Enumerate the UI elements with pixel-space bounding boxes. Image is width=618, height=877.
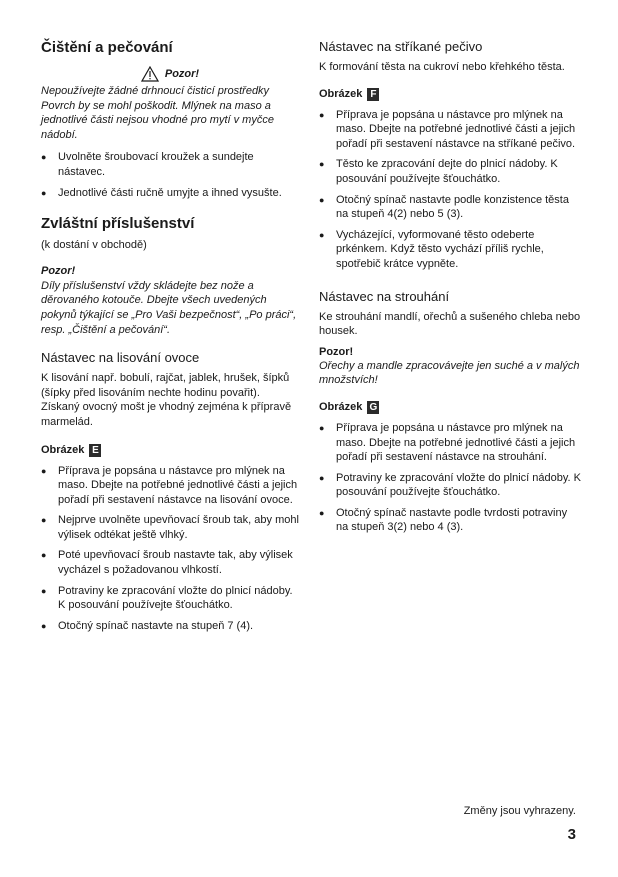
list-item: ● Příprava je popsána u nástavce pro mlýnek na maso. Dbejte na potřebné jednotlivé části a jejich pořadí při sestavení nástavce na strouhání. [319,421,581,465]
list-item: ● Nejprve uvolněte upevňovací šroub tak, aby mohl výlisek odtékat ještě vlhký. [41,513,299,542]
page-number: 3 [567,826,576,843]
left-column [41,38,299,645]
list-item: ● Jednotlivé části ručně umyjte a ihned vysušte. [41,186,299,201]
list-item: ● Poté upevňovací šroub nastavte tak, aby výlisek vycházel s požadovanou vlhkostí. [41,548,299,577]
list-item: ● Potraviny ke zpracování vložte do plnicí nádoby. K posouvání používejte šťouchátko. [41,584,299,613]
footer-note: Změny jsou vyhrazeny. [463,805,576,817]
list-item: ● Otočný spínač nastavte na stupeň 7 (4). [41,619,299,634]
warning-heading: Pozor! [41,264,76,277]
fruit-press-steps [41,464,299,634]
warning-text: Díly příslušenství vždy skládejte bez nože a děrovaného kotouče. Dbejte všech uvedených pokynů týkající se „Pro Vaši bezpečnost“, „Po práci“, resp. „Čištění a pečování“. [41,279,297,336]
figure-letter-badge: E [89,444,101,457]
fruit-press-description: K lisování např. bobulí, rajčat, jablek, hrušek, šípků (šípky před lisováním nechte hodinu povařit). Získaný ovocný mošt je vhodný zejména k přípravě marmelád. [41,372,292,428]
figure-letter-badge: F [367,88,379,101]
section-title-grater: Nástavec na strouhání [319,288,450,304]
warning-text: Ořechy a mandle zpracovávejte jen suché a v malých množstvích! [319,359,580,387]
list-item: ● Otočný spínač nastavte podle tvrdosti potraviny na stupeň 3(2) nebo 4 (3). [319,506,581,535]
figure-label: Obrázek [319,88,363,101]
list-item: ● Příprava je popsána u nástavce pro mlýnek na maso. Dbejte na potřebné jednotlivé části a jejich pořadí při sestavení nástavce na stříkané pečivo. [319,108,581,152]
figure-reference [319,88,581,101]
section-title-accessories: Zvláštní příslušenství [41,215,195,233]
right-column [319,38,581,547]
section-title-cleaning: Čištění a pečování [41,39,173,56]
figure-reference [41,444,299,457]
list-item: ● Otočný spínač nastavte podle konzistence těsta na stupeň 4(2) nebo 5 (3). [319,193,581,222]
grater-steps [319,421,581,535]
section-title-fruit-press: Nástavec na lisování ovoce [41,350,200,366]
warning-heading: Pozor! [319,345,354,358]
warning-heading [41,66,299,82]
list-item: ● Uvolněte šroubovací kroužek a sundejte nástavec. [41,150,299,179]
list-item: ● Těsto ke zpracování dejte do plnicí nádoby. K posouvání používejte šťouchátko. [319,157,581,186]
figure-letter-badge: G [367,401,379,414]
cleaning-steps [41,150,299,200]
list-item: ● Příprava je popsána u nástavce pro mlýnek na maso. Dbejte na potřebné jednotlivé části a jejich pořadí při sestavení nástavce na lisování ovoce. [41,464,299,508]
figure-label: Obrázek [41,444,85,456]
figure-reference [319,401,581,414]
figure-label: Obrázek [319,401,363,414]
piping-description: K formování těsta na cukroví nebo křehkého těsta. [319,61,565,73]
section-title-piping: Nástavec na stříkané pečivo [319,39,483,54]
piping-steps [319,108,581,272]
warning-triangle-icon [141,66,159,82]
grater-description: Ke strouhání mandlí, ořechů a sušeného chleba nebo housek. [319,310,581,338]
accessories-subtitle: (k dostání v obchodě) [41,239,147,252]
list-item: ● Vycházející, vyformované těsto odeberte prkénkem. Když těsto vychází příliš rychle, spotřebič krátce vypněte. [319,228,581,272]
warning-text: Nepoužívejte žádné drhnoucí čisticí prostředky Povrch by se mohl poškodit. Mlýnek na maso a jednotlivé části nejsou vhodné pro mytí v myčce nádobí. [41,85,274,141]
list-item: ● Potraviny ke zpracování vložte do plnicí nádoby. K posouvání používejte šťouchátko. [319,471,581,500]
warning-label: Pozor! [164,68,200,80]
